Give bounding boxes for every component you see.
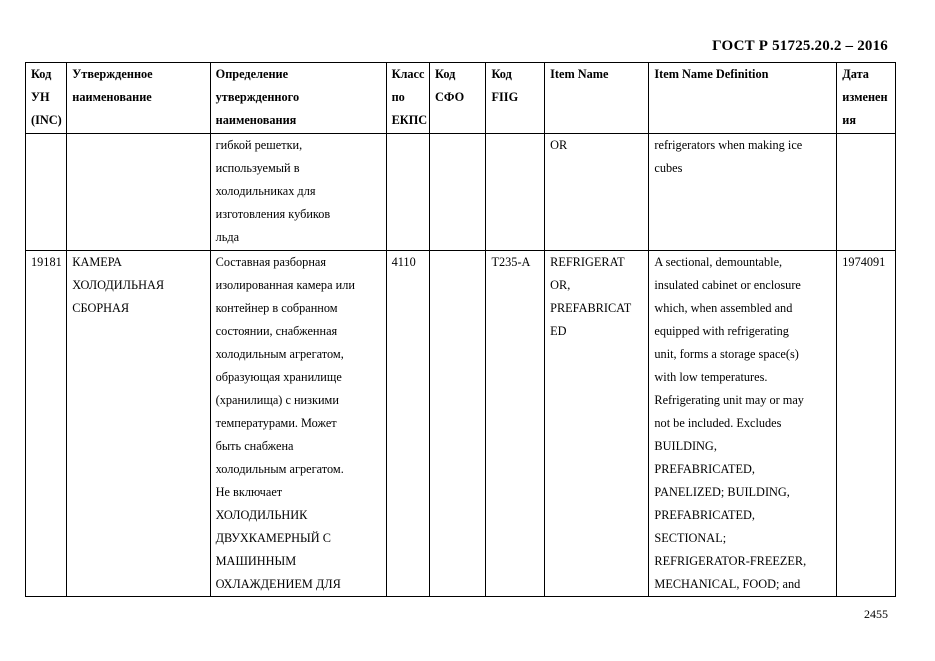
cell-line: PREFABRICATED,	[654, 508, 755, 522]
cell-line: equipped with refrigerating	[654, 324, 789, 338]
cell-sfo	[430, 251, 486, 597]
header-line: (INC)	[31, 113, 62, 127]
cell-date	[837, 134, 896, 251]
header-line: FIIG	[491, 90, 519, 104]
header-line: Item Name	[550, 67, 609, 81]
header-definition	[210, 63, 386, 134]
cell-line: PREFABRICATED,	[654, 462, 755, 476]
cell-line: insulated cabinet or enclosure	[654, 278, 801, 292]
cell-definition	[210, 134, 386, 251]
cell-line: ХОЛОДИЛЬНИК	[215, 508, 308, 522]
header-line: изменен	[842, 90, 888, 104]
cell-line: состоянии, снабженная	[215, 324, 338, 338]
header-line: Код	[491, 67, 512, 81]
cell-inc	[26, 134, 67, 251]
cell-line: холодильным агрегатом,	[215, 347, 344, 361]
header-line: Код	[435, 67, 456, 81]
header-item-definition	[649, 63, 837, 134]
cell-line: refrigerators when making ice	[654, 138, 803, 152]
cell-line: 4110	[391, 255, 416, 269]
cell-line: изготовления кубиков	[215, 207, 331, 221]
header-line: Дата	[842, 67, 869, 81]
header-line: наименование	[72, 90, 152, 104]
header-line: ия	[842, 113, 857, 127]
table-header-row	[26, 63, 896, 134]
cell-line: 19181	[31, 255, 62, 269]
header-line: СФО	[435, 90, 465, 104]
page-number: 2455	[864, 607, 888, 621]
cell-line: Не включает	[215, 485, 283, 499]
cell-line: which, when assembled and	[654, 301, 793, 315]
cell-line: изолированная камера или	[215, 278, 355, 292]
cell-definition	[210, 251, 386, 597]
cell-line: ХОЛОДИЛЬНАЯ	[72, 278, 165, 292]
cell-line: температурами. Может	[215, 416, 337, 430]
cell-line: unit, forms a storage space(s)	[654, 347, 799, 361]
cell-line: СБОРНАЯ	[72, 301, 130, 315]
cell-class	[386, 251, 429, 597]
cell-line: контейнер в собранном	[215, 301, 338, 315]
document-code: ГОСТ Р 51725.20.2 – 2016	[712, 38, 888, 54]
cell-line: КАМЕРА	[72, 255, 122, 269]
cell-line: МАШИННЫМ	[215, 554, 297, 568]
cell-fiig	[486, 251, 545, 597]
cell-line: Refrigerating unit may or may	[654, 393, 804, 407]
cell-line: MECHANICAL, FOOD; and	[654, 577, 801, 591]
cell-line: ED	[550, 324, 567, 338]
header-date	[837, 63, 896, 134]
header-line: Определение	[215, 67, 289, 81]
cell-line: PREFABRICAT	[550, 301, 632, 315]
cell-line: BUILDING,	[654, 439, 717, 453]
cell-line: OR	[550, 138, 568, 152]
header-approved-name	[67, 63, 210, 134]
header-line: утвержденного	[215, 90, 300, 104]
cell-line: REFRIGERATOR-FREEZER,	[654, 554, 807, 568]
cell-sfo	[430, 134, 486, 251]
table-row	[26, 251, 896, 597]
cell-fiig	[486, 134, 545, 251]
header-line: Класс	[391, 67, 425, 81]
header-line: УН	[31, 90, 50, 104]
cell-line: (хранилища) с низкими	[215, 393, 339, 407]
cell-line: PANELIZED; BUILDING,	[654, 485, 790, 499]
header-fiig	[486, 63, 545, 134]
header-line: Код	[31, 67, 52, 81]
cell-approved-name	[67, 134, 210, 251]
header-item-name	[545, 63, 649, 134]
cell-approved-name	[67, 251, 210, 597]
cell-class	[386, 134, 429, 251]
cell-line: холодильным агрегатом.	[215, 462, 344, 476]
cell-line: T235-A	[491, 255, 531, 269]
cell-item-definition	[649, 251, 837, 597]
cell-line: SECTIONAL;	[654, 531, 727, 545]
cell-line: льда	[215, 230, 240, 244]
nomenclature-table	[25, 62, 896, 597]
cell-line: используемый в	[215, 161, 300, 175]
header-line: Утвержденное	[72, 67, 153, 81]
header-inc	[26, 63, 67, 134]
header-line: ЕКПС	[391, 113, 428, 127]
cell-line: A sectional, demountable,	[654, 255, 783, 269]
cell-date	[837, 251, 896, 597]
cell-line: REFRIGERAT	[550, 255, 625, 269]
cell-line: холодильниках для	[215, 184, 316, 198]
cell-line: 1974091	[842, 255, 886, 269]
cell-item-name	[545, 134, 649, 251]
cell-line: образующая хранилище	[215, 370, 342, 384]
header-line: по	[391, 90, 405, 104]
header-line: наименования	[215, 113, 297, 127]
cell-line: ДВУХКАМЕРНЫЙ С	[215, 531, 331, 545]
cell-line: cubes	[654, 161, 683, 175]
cell-line: not be included. Excludes	[654, 416, 782, 430]
cell-item-definition	[649, 134, 837, 251]
cell-line: ОХЛАЖДЕНИЕМ ДЛЯ	[215, 577, 341, 591]
cell-line: OR,	[550, 278, 571, 292]
cell-item-name	[545, 251, 649, 597]
header-sfo	[430, 63, 486, 134]
cell-inc	[26, 251, 67, 597]
cell-line: Составная разборная	[215, 255, 327, 269]
header-line: Item Name Definition	[654, 67, 769, 81]
cell-line: with low temperatures.	[654, 370, 768, 384]
cell-line: быть снабжена	[215, 439, 294, 453]
header-class	[386, 63, 429, 134]
table-row	[26, 134, 896, 251]
cell-line: гибкой решетки,	[215, 138, 303, 152]
